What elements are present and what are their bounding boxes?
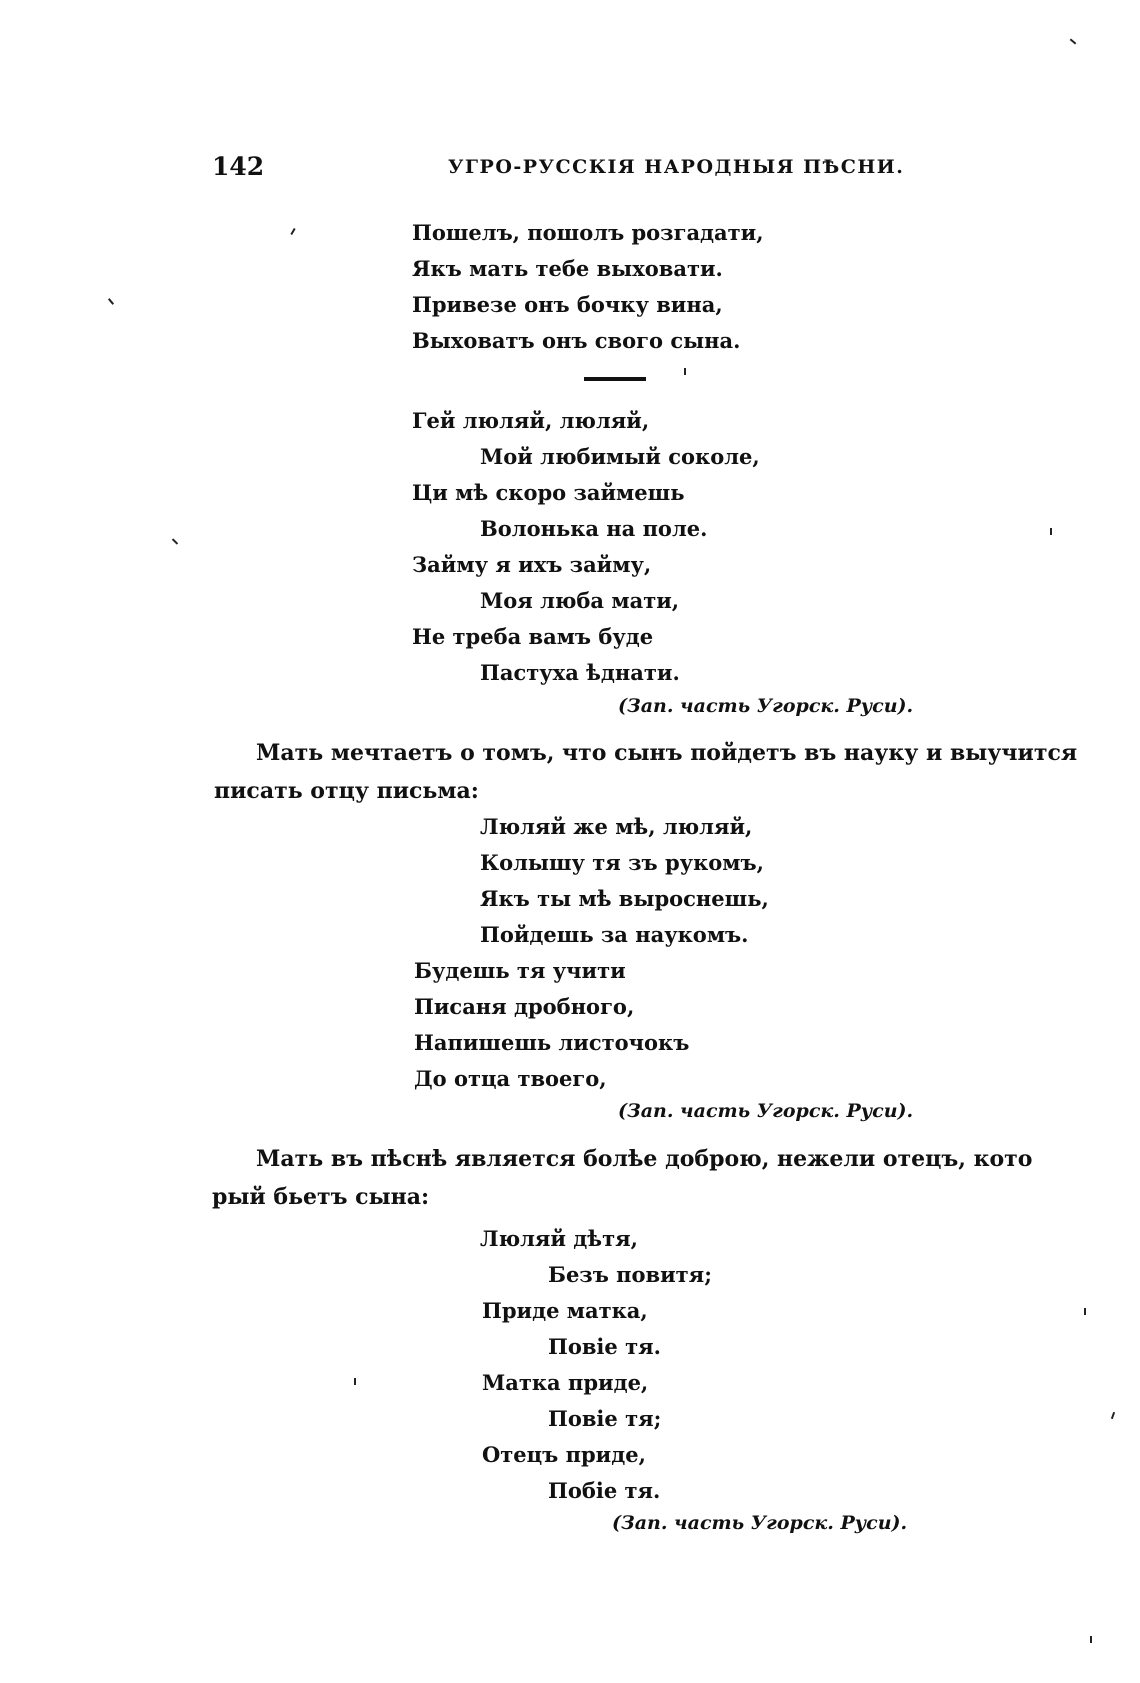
scan-speck	[1090, 1636, 1092, 1643]
poem3-line: Писаня дробного,	[414, 994, 635, 1019]
source-citation: (Зап. часть Угорск. Руси).	[612, 1512, 908, 1534]
poem4-line: Безъ повитя;	[548, 1262, 712, 1287]
poem1-line: Выховатъ онъ свого сына.	[412, 328, 741, 353]
poem3-line: Будешь тя учити	[414, 958, 626, 983]
scan-speck	[1084, 1308, 1086, 1315]
poem2-line: Гей люляй, люляй,	[412, 408, 650, 433]
page-number: 142	[212, 152, 265, 181]
prose-line: рый бьетъ сына:	[212, 1184, 430, 1210]
poem4-line: Отецъ приде,	[482, 1442, 646, 1467]
poem3-line: Напишешь листочокъ	[414, 1030, 690, 1055]
poem2-line: Мой любимый соколе,	[480, 444, 760, 469]
poem2-line: Пастуха ѣднати.	[480, 660, 680, 685]
poem4-line: Матка приде,	[482, 1370, 649, 1395]
running-title: УГРО-РУССКІЯ НАРОДНЫЯ ПѢСНИ.	[448, 156, 905, 178]
poem4-line: Люляй дѣтя,	[480, 1226, 638, 1251]
poem4-line: Приде матка,	[482, 1298, 648, 1323]
poem3-line: До отца твоего,	[414, 1066, 607, 1091]
poem4-line: Повіе тя.	[548, 1334, 661, 1359]
poem1-line: Пошелъ, пошолъ розгадати,	[412, 220, 764, 245]
scan-speck	[108, 298, 114, 305]
poem2-line: Не треба вамъ буде	[412, 624, 654, 649]
source-citation: (Зап. часть Угорск. Руси).	[618, 695, 914, 717]
prose-line: Мать въ пѣснѣ является болѣе доброю, нежели отецъ, кото	[256, 1146, 1033, 1172]
scan-speck	[290, 228, 295, 235]
poem2-line: Ци мѣ скоро займешь	[412, 480, 685, 505]
scan-speck	[1070, 38, 1077, 44]
poem3-line: Люляй же мѣ, люляй,	[480, 814, 753, 839]
poem2-line: Займу я ихъ займу,	[412, 552, 652, 577]
poem1-line: Привезе онъ бочку вина,	[412, 292, 723, 317]
source-citation: (Зап. часть Угорск. Руси).	[618, 1100, 914, 1122]
poem4-line: Повіе тя;	[548, 1406, 662, 1431]
poem2-line: Волонька на поле.	[480, 516, 708, 541]
poem2-line: Моя люба мати,	[480, 588, 680, 613]
section-divider	[584, 377, 646, 381]
poem3-line: Пойдешь за наукомъ.	[480, 922, 749, 947]
prose-line: писать отцу письма:	[214, 778, 479, 804]
scan-speck	[172, 538, 178, 544]
scan-speck	[684, 368, 686, 375]
poem1-line: Якъ мать тебе выховати.	[412, 256, 723, 281]
scan-speck	[1111, 1412, 1115, 1419]
poem3-line: Якъ ты мѣ выроснешь,	[480, 886, 769, 911]
prose-line: Мать мечтаетъ о томъ, что сынъ пойдетъ въ науку и выучится	[256, 740, 1078, 766]
poem4-line: Побіе тя.	[548, 1478, 661, 1503]
scan-speck	[1050, 528, 1052, 535]
scan-speck	[354, 1378, 356, 1385]
poem3-line: Колышу тя зъ рукомъ,	[480, 850, 764, 875]
